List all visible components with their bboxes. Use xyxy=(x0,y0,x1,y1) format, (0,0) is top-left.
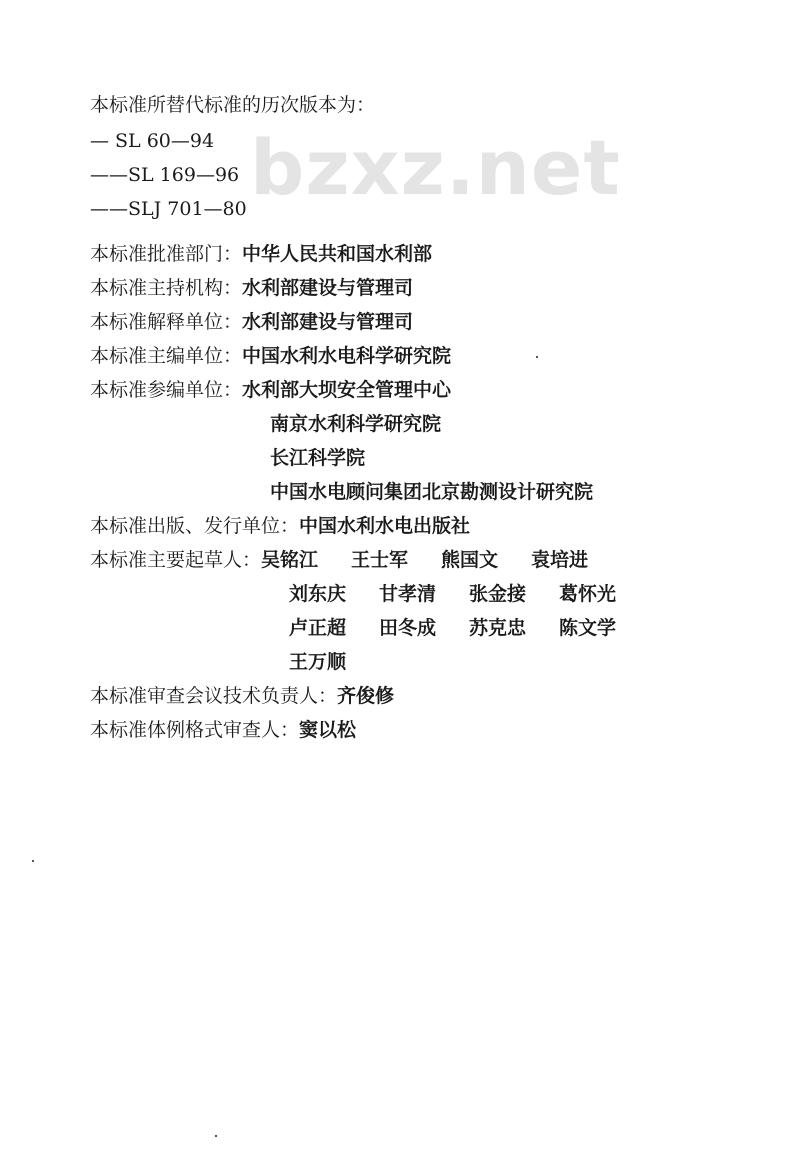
scan-speck xyxy=(32,860,34,862)
chief-editor-value: 中国水利水电科学研究院 xyxy=(242,345,452,367)
co-editor-value: 水利部大坝安全管理中心 xyxy=(242,379,452,401)
co-editor-value: 长江科学院 xyxy=(270,447,366,469)
scan-speck xyxy=(536,356,538,358)
review-lead-line xyxy=(90,687,394,706)
drafter-name: 陈文学 xyxy=(559,617,617,639)
co-editors-line xyxy=(90,381,451,400)
watermark: bzxz.net xyxy=(250,123,621,212)
host-line xyxy=(90,279,413,298)
host-value: 水利部建设与管理司 xyxy=(242,277,414,299)
drafters-label: 本标准主要起草人： xyxy=(90,549,262,571)
review-lead-value: 齐俊修 xyxy=(337,685,395,707)
co-editors-label: 本标准参编单位： xyxy=(90,379,243,401)
drafter-name: 田冬成 xyxy=(379,617,437,639)
drafter-name: 苏克忠 xyxy=(469,617,527,639)
interpreter-value: 水利部建设与管理司 xyxy=(242,311,414,333)
drafter-name: 卢正超 xyxy=(289,617,347,639)
approval-value: 中华人民共和国水利部 xyxy=(242,243,433,265)
publisher-line xyxy=(90,517,470,536)
drafters-row xyxy=(289,619,649,638)
format-reviewer-label: 本标准体例格式审查人： xyxy=(90,719,300,741)
drafters-row xyxy=(289,653,379,672)
approval-label: 本标准批准部门： xyxy=(90,243,243,265)
drafter-name: 袁培进 xyxy=(531,549,589,571)
host-label: 本标准主持机构： xyxy=(90,277,243,299)
format-reviewer-value: 窦以松 xyxy=(299,719,357,741)
drafter-name: 王万顺 xyxy=(289,651,347,673)
publisher-value: 中国水利水电出版社 xyxy=(299,515,471,537)
drafter-name: 熊国文 xyxy=(441,549,499,571)
review-lead-label: 本标准审查会议技术负责人： xyxy=(90,685,338,707)
drafter-name: 吴铭江 xyxy=(261,549,319,571)
intro-line: 本标准所替代标准的历次版本为： xyxy=(90,94,376,116)
co-editor-value: 南京水利科学研究院 xyxy=(270,413,442,435)
replaced-version: ——SL 169—96 xyxy=(90,164,240,186)
publisher-label: 本标准出版、发行单位： xyxy=(90,515,300,537)
drafter-name: 葛怀光 xyxy=(559,583,617,605)
drafters-line xyxy=(90,551,621,570)
drafter-name: 王士军 xyxy=(351,549,409,571)
drafter-name: 张金接 xyxy=(469,583,527,605)
interpreter-label: 本标准解释单位： xyxy=(90,311,243,333)
interpreter-line xyxy=(90,313,413,332)
replaced-version: ——SLJ 701—80 xyxy=(90,198,247,220)
co-editor-value: 中国水电顾问集团北京勘测设计研究院 xyxy=(270,481,594,503)
approval-line xyxy=(90,245,432,264)
drafter-name: 甘孝清 xyxy=(379,583,437,605)
scan-speck xyxy=(215,1135,217,1137)
format-reviewer-line xyxy=(90,721,356,740)
drafter-name: 刘东庆 xyxy=(289,583,347,605)
drafters-row xyxy=(289,585,649,604)
chief-editor-line xyxy=(90,347,451,366)
replaced-version: — SL 60—94 xyxy=(90,130,215,152)
chief-editor-label: 本标准主编单位： xyxy=(90,345,243,367)
